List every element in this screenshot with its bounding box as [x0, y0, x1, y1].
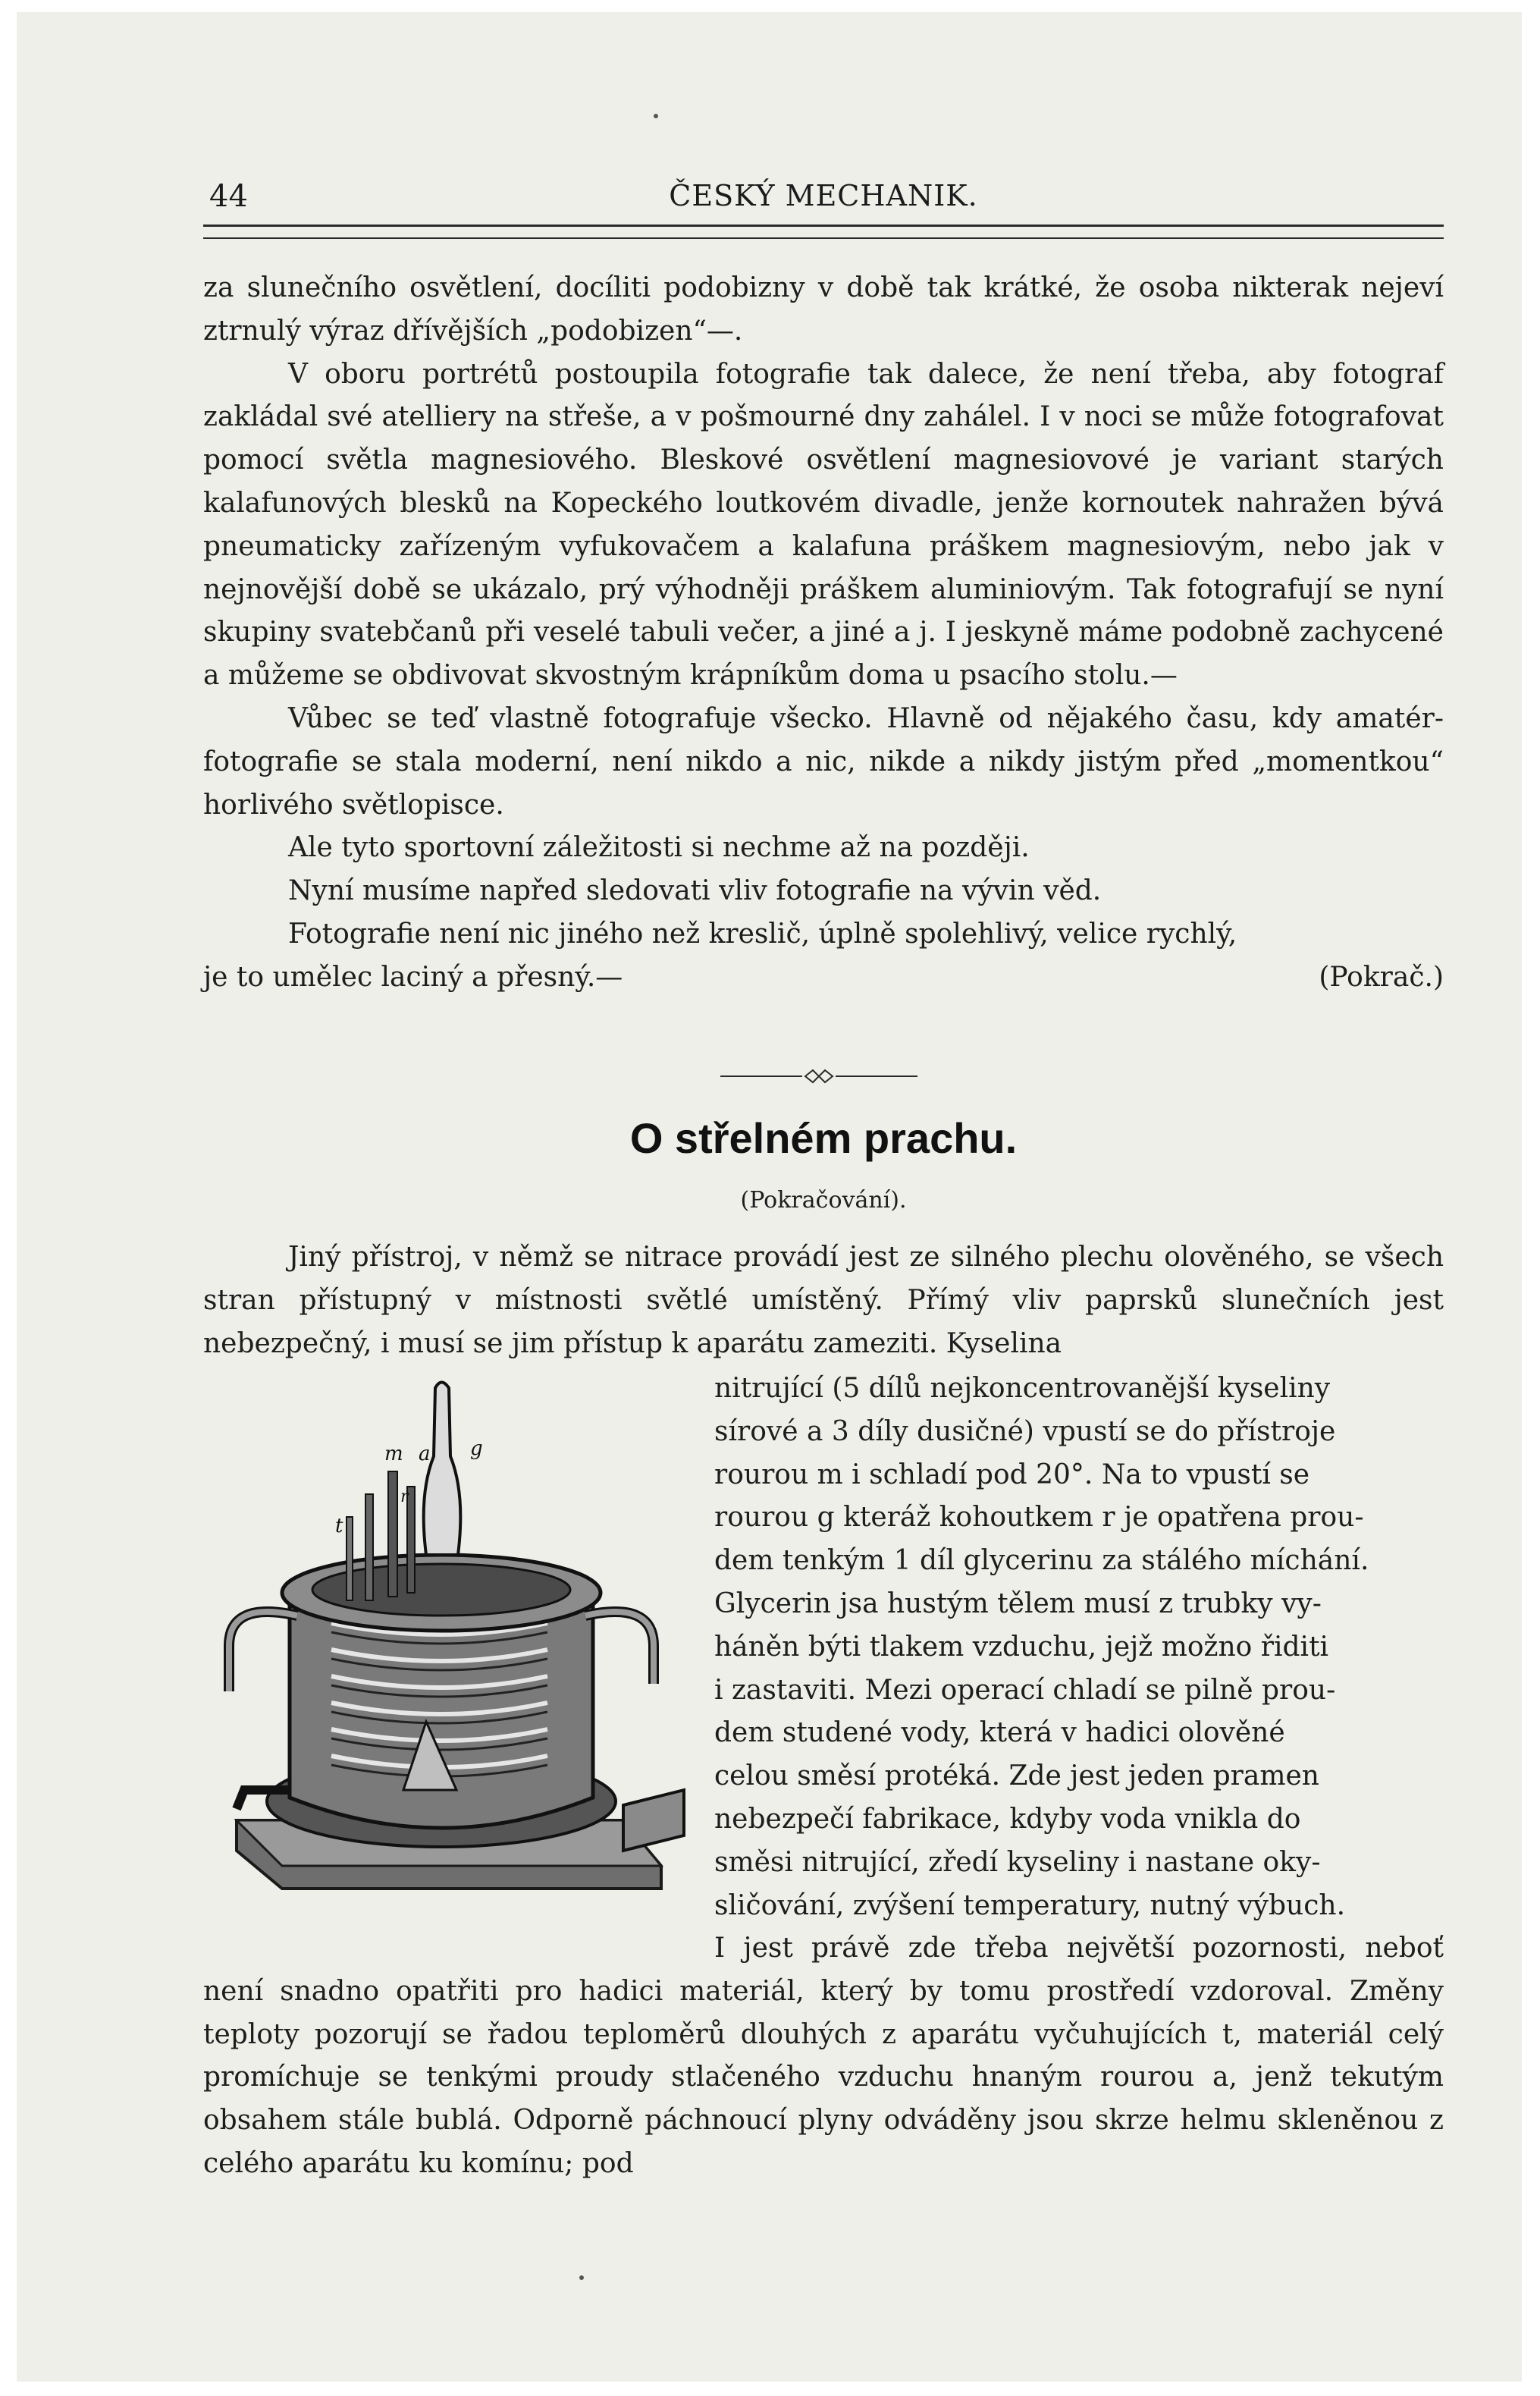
closing-line — [203, 956, 1444, 1000]
page-header — [203, 176, 1444, 221]
figure-label-m: m — [384, 1443, 403, 1465]
text-line: háněn býti tlakem vzduchu, jejž možno řiditi — [714, 1631, 1329, 1663]
paragraph: I jest právě zde třeba největší pozornosti, neboť není snadno opatřiti pro hadici materiál, který by tomu prostředí vzdoroval. Změny teploty pozorují se řadou teploměrů dlouhých z aparátu vyčuhujících t, materiál celý promíchuje se tenkými proudy stlačeného vzduchu hnaným rourou a, jenž tekutým obsahem stále bublá. Odporně páchnoucí plyny odváděny jsou skrze helmu skleněnou z celého aparátu ku komínu; pod — [203, 1933, 1444, 2179]
paragraph: Vůbec se teď vlastně fotografuje všecko. Hlavně od nějakého času, kdy amatér-fotografie se stala moderní, není nikdo a nic, nikde a nikdy jistým před „momentkou“ horlivého světlopisce. — [203, 702, 1444, 821]
figure-label-g: g — [470, 1437, 483, 1460]
figure-label-a: a — [419, 1443, 431, 1465]
continued-note: (Pokrač.) — [1319, 961, 1444, 993]
paragraph: V oboru portrétů postoupila fotografie tak dalece, že není třeba, aby fotograf zakládal své atelliery na střeše, a v pošmourné dny zahálel. I v noci se může fotografovat pomocí světla magnesiového. Bleskové osvětlení magnesiovové je variant starých kalafunových blesků na Kopeckého loutkovém divadle, jenže kornoutek nahražen bývá pneumaticky zařízeným vyfukovačem a kalafuna práškem magnesiovým, nebo jak v nejnovější době se ukázalo, prý výhodněji práškem aluminiovým. Tak fotografují se nyní skupiny svatebčanů při veselé tabuli večer, a jiné a j. I jeskyně máme podobně zachycené a můžeme se obdivovat skvostným krápníkům doma u psacího stolu.— — [203, 358, 1444, 692]
text-line: celou směsí protéká. Zde jest jeden pramen — [714, 1760, 1319, 1792]
paragraph: Nyní musíme napřed sledovati vliv fotografie na vývin věd. — [288, 875, 1102, 907]
paragraph: Fotografie není nic jiného než kreslič, úplně spolehlivý, velice rychlý, — [288, 918, 1237, 950]
article-intro — [203, 1236, 1444, 1365]
article-closing — [203, 1927, 1444, 2186]
page-number: 44 — [209, 179, 248, 214]
nitration-apparatus-illustration — [199, 1365, 705, 1942]
article-title: O střelném prachu. — [629, 1114, 1018, 1162]
text-line: i zastaviti. Mezi operací chladí se pilně prou- — [714, 1674, 1336, 1706]
text-line: nitrující (5 dílů nejkoncentrovanější kyseliny — [714, 1373, 1331, 1404]
text-line: Glycerin jsa hustým tělem musí z trubky vy- — [714, 1587, 1322, 1619]
text-line: sličování, zvýšení temperatury, nutný výbuch. — [714, 1889, 1346, 1921]
header-rule — [203, 225, 1444, 239]
paragraph: Jiný přístroj, v němž se nitrace provádí jest ze silného plechu olověného, se všech stran přístupný v místnosti světlé umístěný. Přímý vliv paprsků slunečních jest nebezpečný, i musí se jim přístup k aparátu zameziti. Kyselina — [203, 1242, 1444, 1359]
paragraph: za slunečního osvětlení, docíliti podobizny v době tak krátké, že osoba nikterak nejeví ztrnulý výraz dřívějších „podobizen“—. — [203, 272, 1444, 347]
section-separator — [720, 1065, 917, 1088]
text-line: směsi nitrující, zředí kyseliny i nastane oky- — [714, 1846, 1321, 1878]
text-line: nebezpečí fabrikace, kdyby voda vnikla do — [714, 1803, 1301, 1835]
text-line: dem tenkým 1 díl glycerinu za stálého míchání. — [714, 1545, 1369, 1577]
paper-speck — [579, 2275, 584, 2280]
text-line: rourou g kteráž kohoutkem r je opatřena prou- — [714, 1502, 1364, 1534]
figure-label-r: r — [400, 1487, 409, 1506]
text-line: rourou m i schladí pod 20°. Na to vpustí se — [714, 1459, 1310, 1490]
article-subtitle: (Pokračování). — [740, 1187, 907, 1214]
text-line: sírové a 3 díly dusičné) vpustí se do přístroje — [714, 1415, 1336, 1447]
figure-side-text — [714, 1368, 1444, 1927]
previous-article — [203, 267, 1444, 1000]
paper-speck — [654, 114, 658, 118]
paragraph-end: je to umělec laciný a přesný.— — [203, 961, 623, 993]
figure-label-t: t — [335, 1515, 343, 1537]
text-line: dem studené vody, která v hadici olověné — [714, 1717, 1285, 1749]
paragraph: Ale tyto sportovní záležitosti si nechme až na později. — [288, 832, 1030, 864]
running-title: ČESKÝ MECHANIK. — [669, 179, 978, 212]
